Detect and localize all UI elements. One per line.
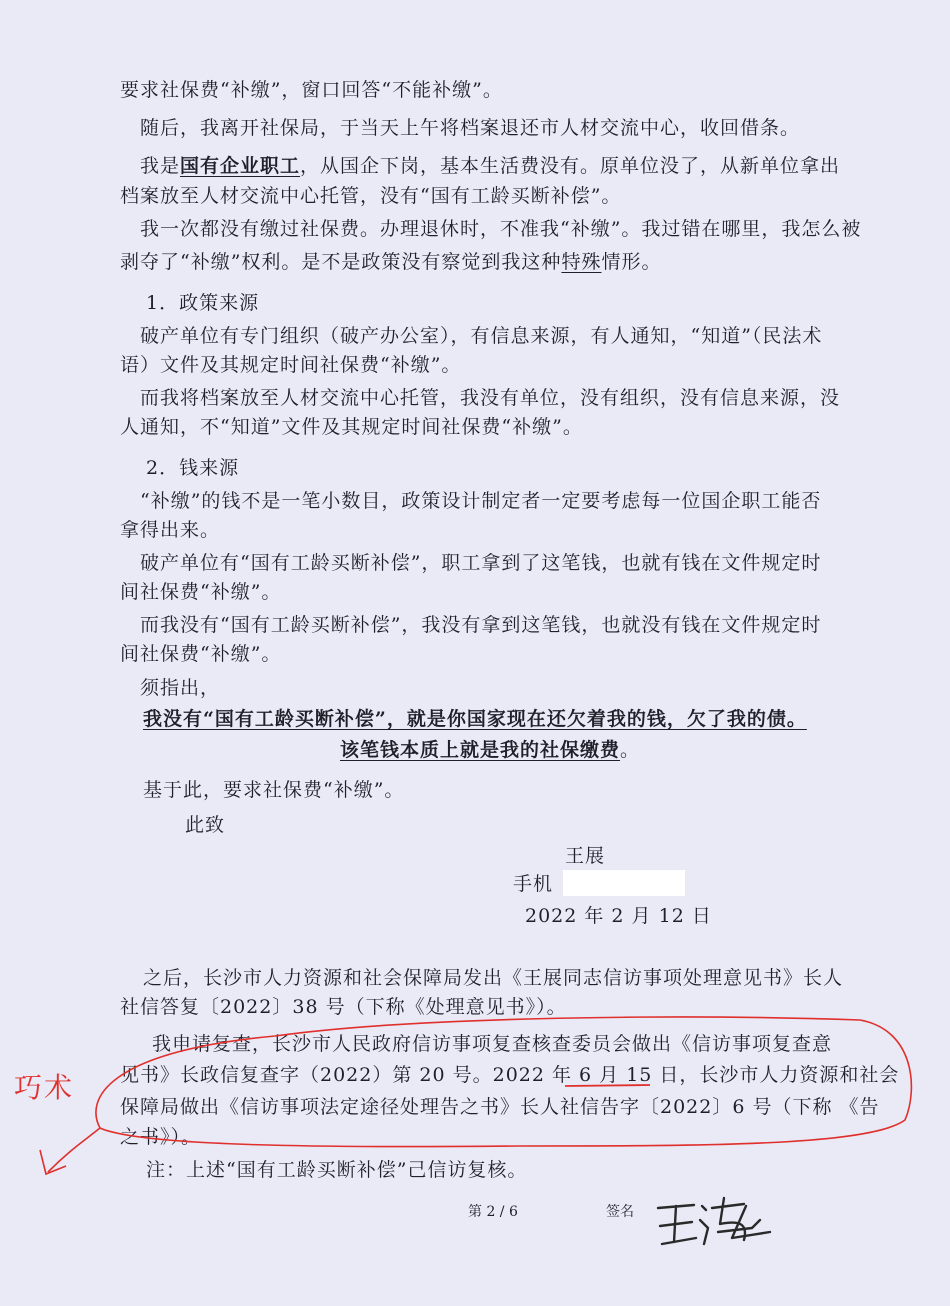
text-line: 之后，长沙市人力资源和社会保障局发出《王展同志信访事项处理意见书》长人 — [143, 967, 844, 989]
text-line: 破产单位有专门组织（破产办公室），有信息来源，有人通知，“知道”（民法术 — [140, 325, 823, 347]
text-line: 社信答复〔2022〕38 号（下称《处理意见书》）。 — [120, 996, 567, 1018]
text-line: 见书》长政信复查字（2022）第 20 号。2022 年 6 月 15 日，长沙市人力资源和社会 — [120, 1064, 900, 1086]
underlined-span: 特殊 — [561, 251, 602, 273]
text-line: 要求社保费“补缴”，窗口回答“不能补缴”。 — [120, 79, 503, 101]
page-number: 第 2 / 6 — [468, 1204, 518, 1220]
phone-label: 手机 — [513, 873, 554, 895]
section-heading: 1．政策来源 — [146, 292, 260, 314]
red-arrow-line — [48, 1128, 100, 1172]
text-line — [140, 153, 840, 179]
text-line: 须指出， — [140, 677, 221, 699]
bold-statement: 我没有“国有工龄买断补偿”，就是你国家现在还欠着我的钱，欠了我的债。 — [143, 708, 807, 730]
text-line: 语）文件及其规定时间社保费“补缴”。 — [120, 354, 462, 376]
handwritten-annotation: 巧术 — [14, 1071, 75, 1104]
section-heading: 2．钱来源 — [146, 457, 240, 479]
text-span: 剥夺了“补缴”权利。是不是政策没有察觉到我这种 — [120, 251, 562, 273]
text-span: ，从国企下岗，基本生活费没有。原单位没了，从新单位拿出 — [300, 155, 841, 177]
text-line: 间社保费“补缴”。 — [120, 643, 282, 665]
text-line: 我申请复查，长沙市人民政府信访事项复查核查委员会做出《信访事项复查意 — [152, 1033, 833, 1055]
emphasis-span: 国有企业职工 — [180, 155, 301, 177]
text-line: 而我将档案放至人材交流中心托管，我没有单位，没有组织，没有信息来源，没 — [140, 387, 841, 409]
text-line: 保障局做出《信访事项法定途径处理告之书》长人社信告字〔2022〕6 号（下称 《告 — [120, 1096, 880, 1118]
note-line: 注：上述“国有工龄买断补偿”己信访复核。 — [146, 1159, 528, 1181]
signature-label: 签名 — [606, 1204, 634, 1220]
text-line: 人通知，不“知道”文件及其规定时间社保费“补缴”。 — [120, 416, 583, 438]
text-span: 我是 — [140, 155, 181, 177]
text-line: 之书》）。 — [120, 1126, 202, 1148]
bold-statement — [340, 737, 640, 763]
text-line — [120, 249, 661, 275]
text-line: 破产单位有“国有工龄买断补偿”，职工拿到了这笔钱，也就有钱在文件规定时 — [140, 552, 822, 574]
red-arrow-head — [40, 1150, 66, 1174]
signer-name: 王展 — [565, 845, 606, 867]
text-line: 档案放至人材交流中心托管，没有“国有工龄买断补偿”。 — [120, 185, 622, 207]
handwritten-signature — [658, 1198, 770, 1244]
text-span: 情形。 — [601, 251, 662, 273]
closing: 此致 — [185, 814, 226, 836]
redacted-phone — [563, 870, 685, 896]
text-line: 随后，我离开社保局，于当天上午将档案退还市人材交流中心，收回借条。 — [140, 117, 801, 139]
letter-date: 2022 年 2 月 12 日 — [525, 905, 712, 927]
text-line: 间社保费“补缴”。 — [120, 581, 282, 603]
text-span: 。 — [620, 739, 641, 761]
text-line: 我一次都没有缴过社保费。办理退休时，不准我“补缴”。我过错在哪里，我怎么被 — [140, 218, 862, 240]
emphasis-span: 该笔钱本质上就是我的社保缴费 — [340, 739, 621, 761]
text-line: 而我没有“国有工龄买断补偿”，我没有拿到这笔钱，也就没有钱在文件规定时 — [140, 614, 822, 636]
text-line: 拿得出来。 — [120, 519, 221, 541]
text-line: 基于此，要求社保费“补缴”。 — [143, 779, 405, 801]
text-line: “补缴”的钱不是一笔小数目，政策设计制定者一定要考虑每一位国企职工能否 — [140, 490, 822, 512]
